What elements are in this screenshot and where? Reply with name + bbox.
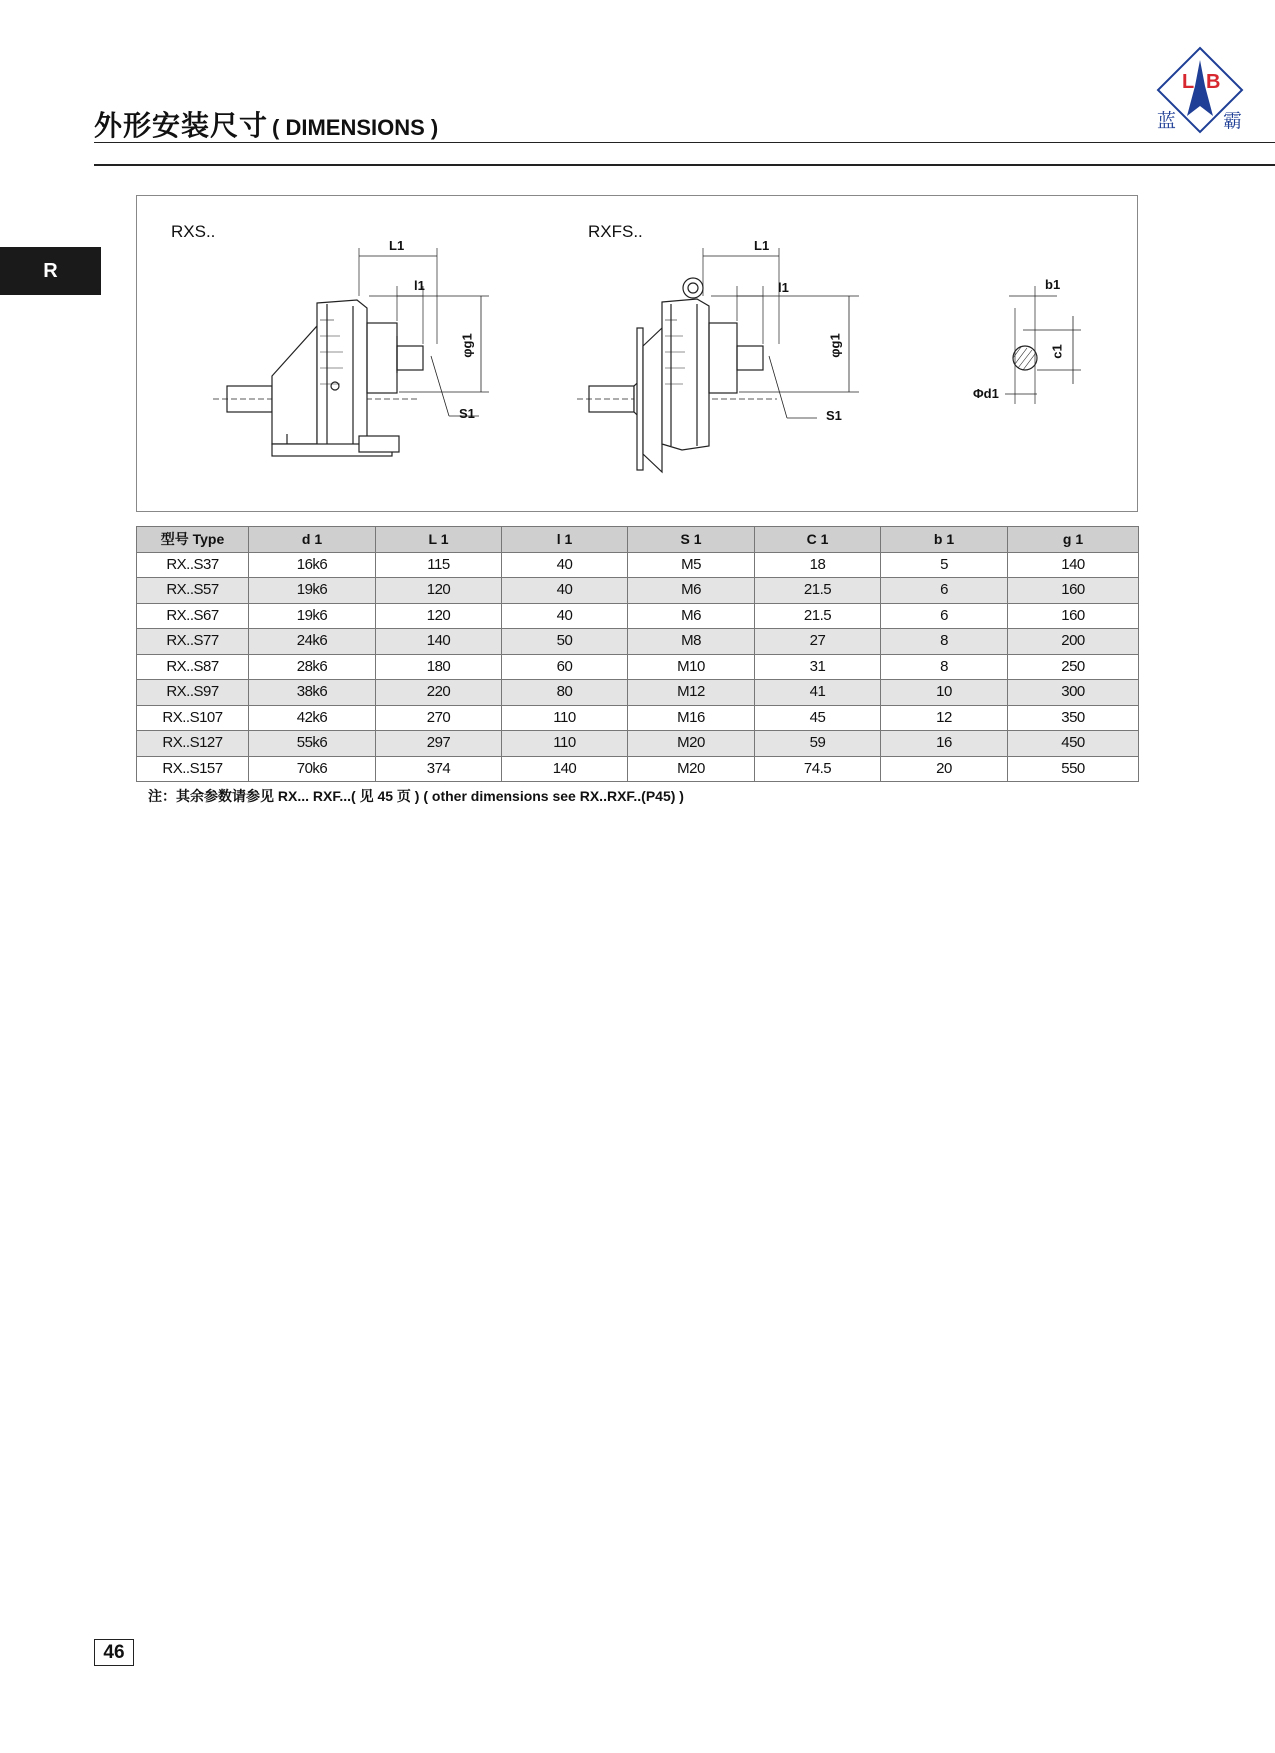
rxfs-dim-l1: l1 xyxy=(778,280,789,295)
cell-l1: 50 xyxy=(502,629,628,655)
cell-d1: 70k6 xyxy=(249,756,376,782)
cell-l1: 40 xyxy=(502,603,628,629)
cell-type: RX..S157 xyxy=(137,756,249,782)
cell-L1: 115 xyxy=(376,552,502,578)
rxfs-drawing xyxy=(577,248,859,472)
table-row xyxy=(137,629,1139,655)
cell-L1: 270 xyxy=(376,705,502,731)
rxs-dim-S1: S1 xyxy=(459,406,475,421)
cell-b1: 20 xyxy=(881,756,1008,782)
table-row xyxy=(137,705,1139,731)
page-number-text: 46 xyxy=(103,1641,125,1663)
cell-d1: 38k6 xyxy=(249,680,376,706)
table-row xyxy=(137,552,1139,578)
dimensions-table xyxy=(136,526,1139,782)
cell-d1: 19k6 xyxy=(249,603,376,629)
rxs-label: RXS.. xyxy=(171,222,216,241)
cell-b1: 6 xyxy=(881,578,1008,604)
cell-b1: 8 xyxy=(881,654,1008,680)
cell-g1: 450 xyxy=(1008,731,1139,757)
cell-g1: 140 xyxy=(1008,552,1139,578)
cell-b1: 10 xyxy=(881,680,1008,706)
page-header xyxy=(94,104,438,144)
cell-C1: 45 xyxy=(755,705,881,731)
cell-C1: 74.5 xyxy=(755,756,881,782)
cell-b1: 5 xyxy=(881,552,1008,578)
cell-S1: M16 xyxy=(628,705,755,731)
cell-g1: 550 xyxy=(1008,756,1139,782)
cell-b1: 8 xyxy=(881,629,1008,655)
cell-type: RX..S107 xyxy=(137,705,249,731)
cell-S1: M12 xyxy=(628,680,755,706)
cell-type: RX..S97 xyxy=(137,680,249,706)
cell-g1: 250 xyxy=(1008,654,1139,680)
rxfs-dim-L1: L1 xyxy=(754,238,770,253)
cell-d1: 42k6 xyxy=(249,705,376,731)
cell-C1: 21.5 xyxy=(755,578,881,604)
header-C1: C 1 xyxy=(755,527,881,553)
cell-b1: 16 xyxy=(881,731,1008,757)
header-g1: g 1 xyxy=(1008,527,1139,553)
cell-l1: 110 xyxy=(502,705,628,731)
cell-L1: 297 xyxy=(376,731,502,757)
cell-type: RX..S127 xyxy=(137,731,249,757)
cell-S1: M8 xyxy=(628,629,755,655)
section-tab-label: R xyxy=(43,259,58,282)
table-row xyxy=(137,756,1139,782)
cell-S1: M6 xyxy=(628,603,755,629)
rxfs-dim-S1: S1 xyxy=(826,408,842,423)
logo-cn-left: 蓝 xyxy=(1157,110,1177,132)
cell-g1: 160 xyxy=(1008,603,1139,629)
cell-S1: M10 xyxy=(628,654,755,680)
table-row xyxy=(137,654,1139,680)
cell-g1: 160 xyxy=(1008,578,1139,604)
cell-C1: 18 xyxy=(755,552,881,578)
header-type: 型号 Type xyxy=(137,527,249,553)
cell-L1: 140 xyxy=(376,629,502,655)
cell-l1: 60 xyxy=(502,654,628,680)
rxfs-label: RXFS.. xyxy=(588,222,643,241)
shaft-dim-b1: b1 xyxy=(1045,277,1061,292)
cell-l1: 140 xyxy=(502,756,628,782)
table-header-row xyxy=(137,527,1139,553)
shaft-dim-c1: c1 xyxy=(1049,344,1065,359)
cell-g1: 300 xyxy=(1008,680,1139,706)
table-row xyxy=(137,680,1139,706)
cell-C1: 59 xyxy=(755,731,881,757)
cell-type: RX..S67 xyxy=(137,603,249,629)
dimension-drawings xyxy=(136,195,1138,512)
cell-l1: 40 xyxy=(502,552,628,578)
header-d1: d 1 xyxy=(249,527,376,553)
page-title-en: ( DIMENSIONS ) xyxy=(272,115,439,140)
header-rule-thick xyxy=(94,164,1275,166)
rxs-dim-l1: l1 xyxy=(414,278,425,293)
cell-S1: M6 xyxy=(628,578,755,604)
header-L1: L 1 xyxy=(376,527,502,553)
footnote: 注：其余参数请参见 RX... RXF...( 见 45 页 ) ( other dimensions see RX..RXF..(P45) ) xyxy=(148,788,684,804)
cell-d1: 24k6 xyxy=(249,629,376,655)
cell-type: RX..S37 xyxy=(137,552,249,578)
cell-C1: 21.5 xyxy=(755,603,881,629)
page-number xyxy=(94,1639,134,1666)
cell-l1: 110 xyxy=(502,731,628,757)
table-row xyxy=(137,578,1139,604)
section-tab xyxy=(0,247,101,295)
cell-d1: 19k6 xyxy=(249,578,376,604)
rxs-drawing xyxy=(213,248,489,456)
cell-S1: M5 xyxy=(628,552,755,578)
cell-l1: 80 xyxy=(502,680,628,706)
cell-L1: 120 xyxy=(376,578,502,604)
cell-b1: 12 xyxy=(881,705,1008,731)
cell-l1: 40 xyxy=(502,578,628,604)
cell-b1: 6 xyxy=(881,603,1008,629)
header-rule-thin xyxy=(94,142,1275,143)
gear-drawings-svg xyxy=(137,196,1139,513)
cell-L1: 220 xyxy=(376,680,502,706)
cell-C1: 41 xyxy=(755,680,881,706)
table-row xyxy=(137,603,1139,629)
cell-C1: 31 xyxy=(755,654,881,680)
cell-type: RX..S87 xyxy=(137,654,249,680)
logo-letter-b: B xyxy=(1206,71,1221,93)
cell-type: RX..S77 xyxy=(137,629,249,655)
rxs-dim-g1: φg1 xyxy=(459,333,475,358)
page-title-zh: 外形安装尺寸 xyxy=(94,109,269,142)
cell-S1: M20 xyxy=(628,731,755,757)
logo-letter-l: L xyxy=(1182,71,1195,93)
cell-L1: 120 xyxy=(376,603,502,629)
header-l1: l 1 xyxy=(502,527,628,553)
cell-d1: 55k6 xyxy=(249,731,376,757)
cell-S1: M20 xyxy=(628,756,755,782)
rxs-dim-L1: L1 xyxy=(389,238,405,253)
table-row xyxy=(137,731,1139,757)
cell-L1: 180 xyxy=(376,654,502,680)
logo-cn-right: 霸 xyxy=(1223,110,1243,132)
rxfs-dim-g1: φg1 xyxy=(827,333,843,358)
cell-g1: 350 xyxy=(1008,705,1139,731)
cell-g1: 200 xyxy=(1008,629,1139,655)
shaft-dim-d1: Φd1 xyxy=(973,386,999,401)
cell-C1: 27 xyxy=(755,629,881,655)
shaft-section-drawing xyxy=(1005,286,1081,404)
header-S1: S 1 xyxy=(628,527,755,553)
header-b1: b 1 xyxy=(881,527,1008,553)
cell-d1: 28k6 xyxy=(249,654,376,680)
cell-type: RX..S57 xyxy=(137,578,249,604)
cell-L1: 374 xyxy=(376,756,502,782)
cell-d1: 16k6 xyxy=(249,552,376,578)
